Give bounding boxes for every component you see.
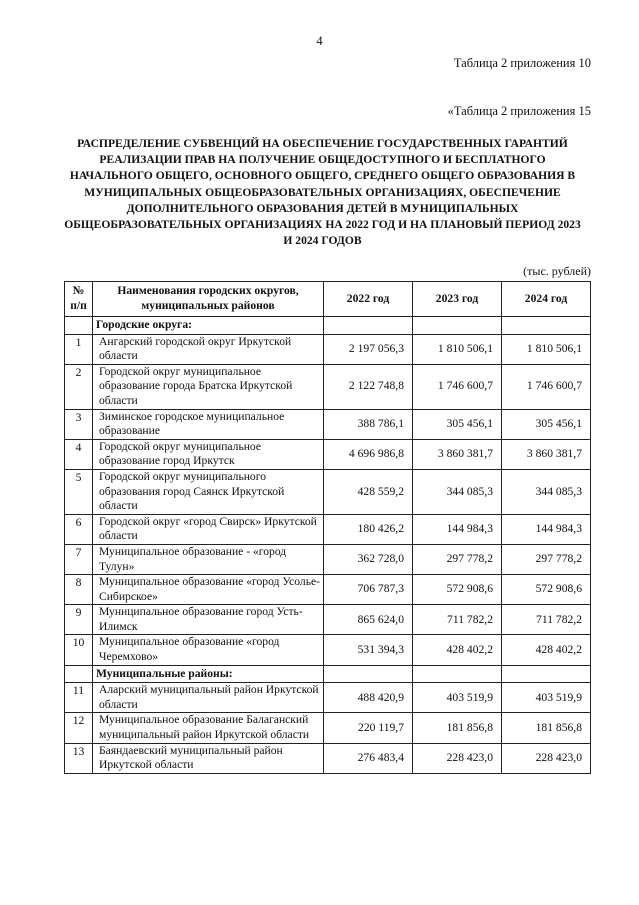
table-body bbox=[65, 317, 591, 774]
table-row: 13 Баяндаевский муниципальный район Иркутской области 276 483,4 228 423,0 228 423,0 bbox=[65, 743, 591, 773]
section-label-city: Городские округа: bbox=[93, 317, 324, 335]
header-2023: 2023 год bbox=[413, 282, 502, 317]
table-reference-original: «Таблица 2 приложения 15 bbox=[447, 104, 591, 118]
table-row: 4 Городской округ муниципальное образование город Иркутск 4 696 986,8 3 860 381,7 3 860 381,7 bbox=[65, 439, 591, 469]
units-label: (тыс. рублей) bbox=[523, 264, 591, 278]
table-row: 6 Городской округ «город Свирск» Иркутской области 180 426,2 144 984,3 144 984,3 bbox=[65, 514, 591, 544]
table-row: 11 Аларский муниципальный район Иркутской области 488 420,9 403 519,9 403 519,9 bbox=[65, 683, 591, 713]
table-row: 1 Ангарский городской округ Иркутской области 2 197 056,3 1 810 506,1 1 810 506,1 bbox=[65, 334, 591, 364]
header-num: № п/п bbox=[65, 282, 93, 317]
table-header-row bbox=[65, 282, 591, 317]
table-row: 5 Городской округ муниципального образования город Саянск Иркутской области 428 559,2 344 085,3 344 085,3 bbox=[65, 469, 591, 514]
table-row: 12 Муниципальное образование Балаганский муниципальный район Иркутской области 220 119,7 181 856,8 181 856,8 bbox=[65, 713, 591, 743]
section-label-district: Муниципальные районы: bbox=[93, 665, 324, 683]
header-2024: 2024 год bbox=[502, 282, 591, 317]
table-row: 8 Муниципальное образование «город Усолье-Сибирское» 706 787,3 572 908,6 572 908,6 bbox=[65, 575, 591, 605]
section-row-city bbox=[65, 317, 591, 335]
page-number: 4 bbox=[316, 34, 323, 48]
table-row: 3 Зиминское городское муниципальное образование 388 786,1 305 456,1 305 456,1 bbox=[65, 409, 591, 439]
header-2022: 2022 год bbox=[324, 282, 413, 317]
header-name: Наименования городских округов, муниципальных районов bbox=[93, 282, 324, 317]
table-row: 9 Муниципальное образование город Усть-Илимск 865 624,0 711 782,2 711 782,2 bbox=[65, 605, 591, 635]
document-title: РАСПРЕДЕЛЕНИЕ СУБВЕНЦИЙ НА ОБЕСПЕЧЕНИЕ ГОСУДАРСТВЕННЫХ ГАРАНТИЙ РЕАЛИЗАЦИИ ПРАВ НА ПОЛУЧЕНИЕ ОБЩЕДОСТУПНОГО И БЕСПЛАТНОГО НАЧАЛЬНОГО ОБЩЕГО, ОСНОВНОГО ОБЩЕГО, СРЕДНЕГО ОБЩЕГО ОБРАЗОВАНИЯ В МУНИЦИПАЛЬНЫХ ОБЩЕОБРАЗОВАТЕЛЬНЫХ ОРГАНИЗАЦИЯХ, ОБЕСПЕЧЕНИЕ ДОПОЛНИТЕЛЬНОГО ОБРАЗОВАНИЯ ДЕТЕЙ В МУНИЦИПАЛЬНЫХ ОБЩЕОБРАЗОВАТЕЛЬНЫХ ОРГАНИЗАЦИЯХ НА 2022 ГОД И НА ПЛАНОВЫЙ ПЕРИОД 2023 И 2024 ГОДОВ bbox=[64, 137, 581, 248]
section-row-district bbox=[65, 665, 591, 683]
subsidy-table bbox=[64, 281, 591, 774]
table-row: 7 Муниципальное образование - «город Тулун» 362 728,0 297 778,2 297 778,2 bbox=[65, 544, 591, 574]
table-row: 2 Городской округ муниципальное образование города Братска Иркутской области 2 122 748,8 1 746 600,7 1 746 600,7 bbox=[65, 364, 591, 409]
table-reference: Таблица 2 приложения 10 bbox=[453, 56, 591, 70]
table-row: 10 Муниципальное образование «город Черемхово» 531 394,3 428 402,2 428 402,2 bbox=[65, 635, 591, 665]
